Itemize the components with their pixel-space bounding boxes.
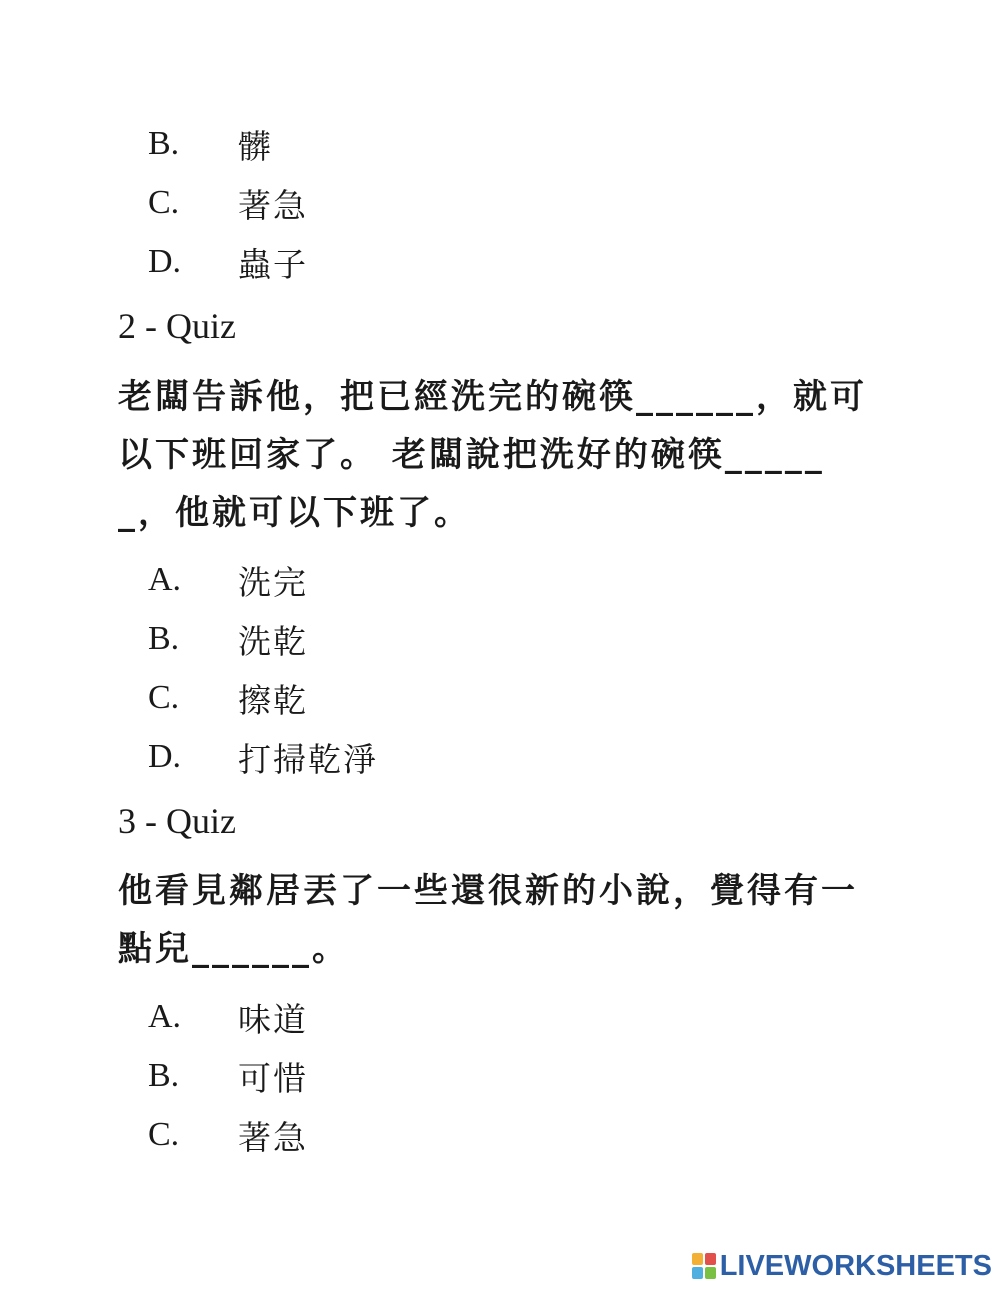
option-text: 髒 xyxy=(238,126,273,166)
option-text: 打掃乾淨 xyxy=(238,739,378,779)
option-letter: A. xyxy=(148,561,182,598)
option-letter: B. xyxy=(148,1057,180,1094)
quiz-2-option-d[interactable] xyxy=(148,733,378,781)
quiz-2-title: 2 - Quiz xyxy=(118,306,236,346)
option-text: 著急 xyxy=(238,185,308,225)
quiz-1-option-c[interactable] xyxy=(148,179,308,227)
quiz-2-option-a[interactable] xyxy=(148,556,308,604)
logo-tile xyxy=(692,1253,703,1265)
option-letter: C. xyxy=(148,679,180,716)
option-letter: C. xyxy=(148,1116,180,1153)
option-text: 味道 xyxy=(238,999,308,1039)
liveworksheets-logo-icon xyxy=(692,1253,716,1279)
option-text: 著急 xyxy=(238,1117,308,1157)
quiz-3-question: 他看見鄰居丟了一些還很新的小說，覺得有一點兒______。 xyxy=(118,871,858,969)
option-text: 洗乾 xyxy=(238,621,308,661)
quiz-1-option-d[interactable] xyxy=(148,238,308,286)
quiz-3-option-a[interactable] xyxy=(148,993,308,1041)
quiz-2-question: 老闆告訴他，把已經洗完的碗筷______，就可以下班回家了。 老闆說把洗好的碗筷______，他就可以下班了。 xyxy=(118,377,867,533)
logo-tile xyxy=(692,1267,703,1279)
quiz-3-option-b[interactable] xyxy=(148,1052,308,1100)
option-letter: B. xyxy=(148,620,180,657)
option-letter: A. xyxy=(148,998,182,1035)
quiz-2-option-b[interactable] xyxy=(148,615,308,663)
option-text: 蟲子 xyxy=(238,244,308,284)
logo-wordmark: LIVEWORKSHEETS xyxy=(719,1249,992,1282)
quiz-1-option-b[interactable] xyxy=(148,120,273,168)
logo-tile xyxy=(705,1267,716,1279)
quiz-3-title: 3 - Quiz xyxy=(118,801,236,841)
option-letter: B. xyxy=(148,125,180,162)
option-text: 洗完 xyxy=(238,562,308,602)
option-letter: D. xyxy=(148,243,182,280)
option-text: 可惜 xyxy=(238,1058,308,1098)
option-letter: D. xyxy=(148,738,182,775)
logo-tile xyxy=(705,1253,716,1265)
liveworksheets-logo[interactable] xyxy=(692,1251,992,1281)
quiz-2-option-c[interactable] xyxy=(148,674,308,722)
option-letter: C. xyxy=(148,184,180,221)
quiz-3-option-c[interactable] xyxy=(148,1111,308,1159)
option-text: 擦乾 xyxy=(238,680,308,720)
